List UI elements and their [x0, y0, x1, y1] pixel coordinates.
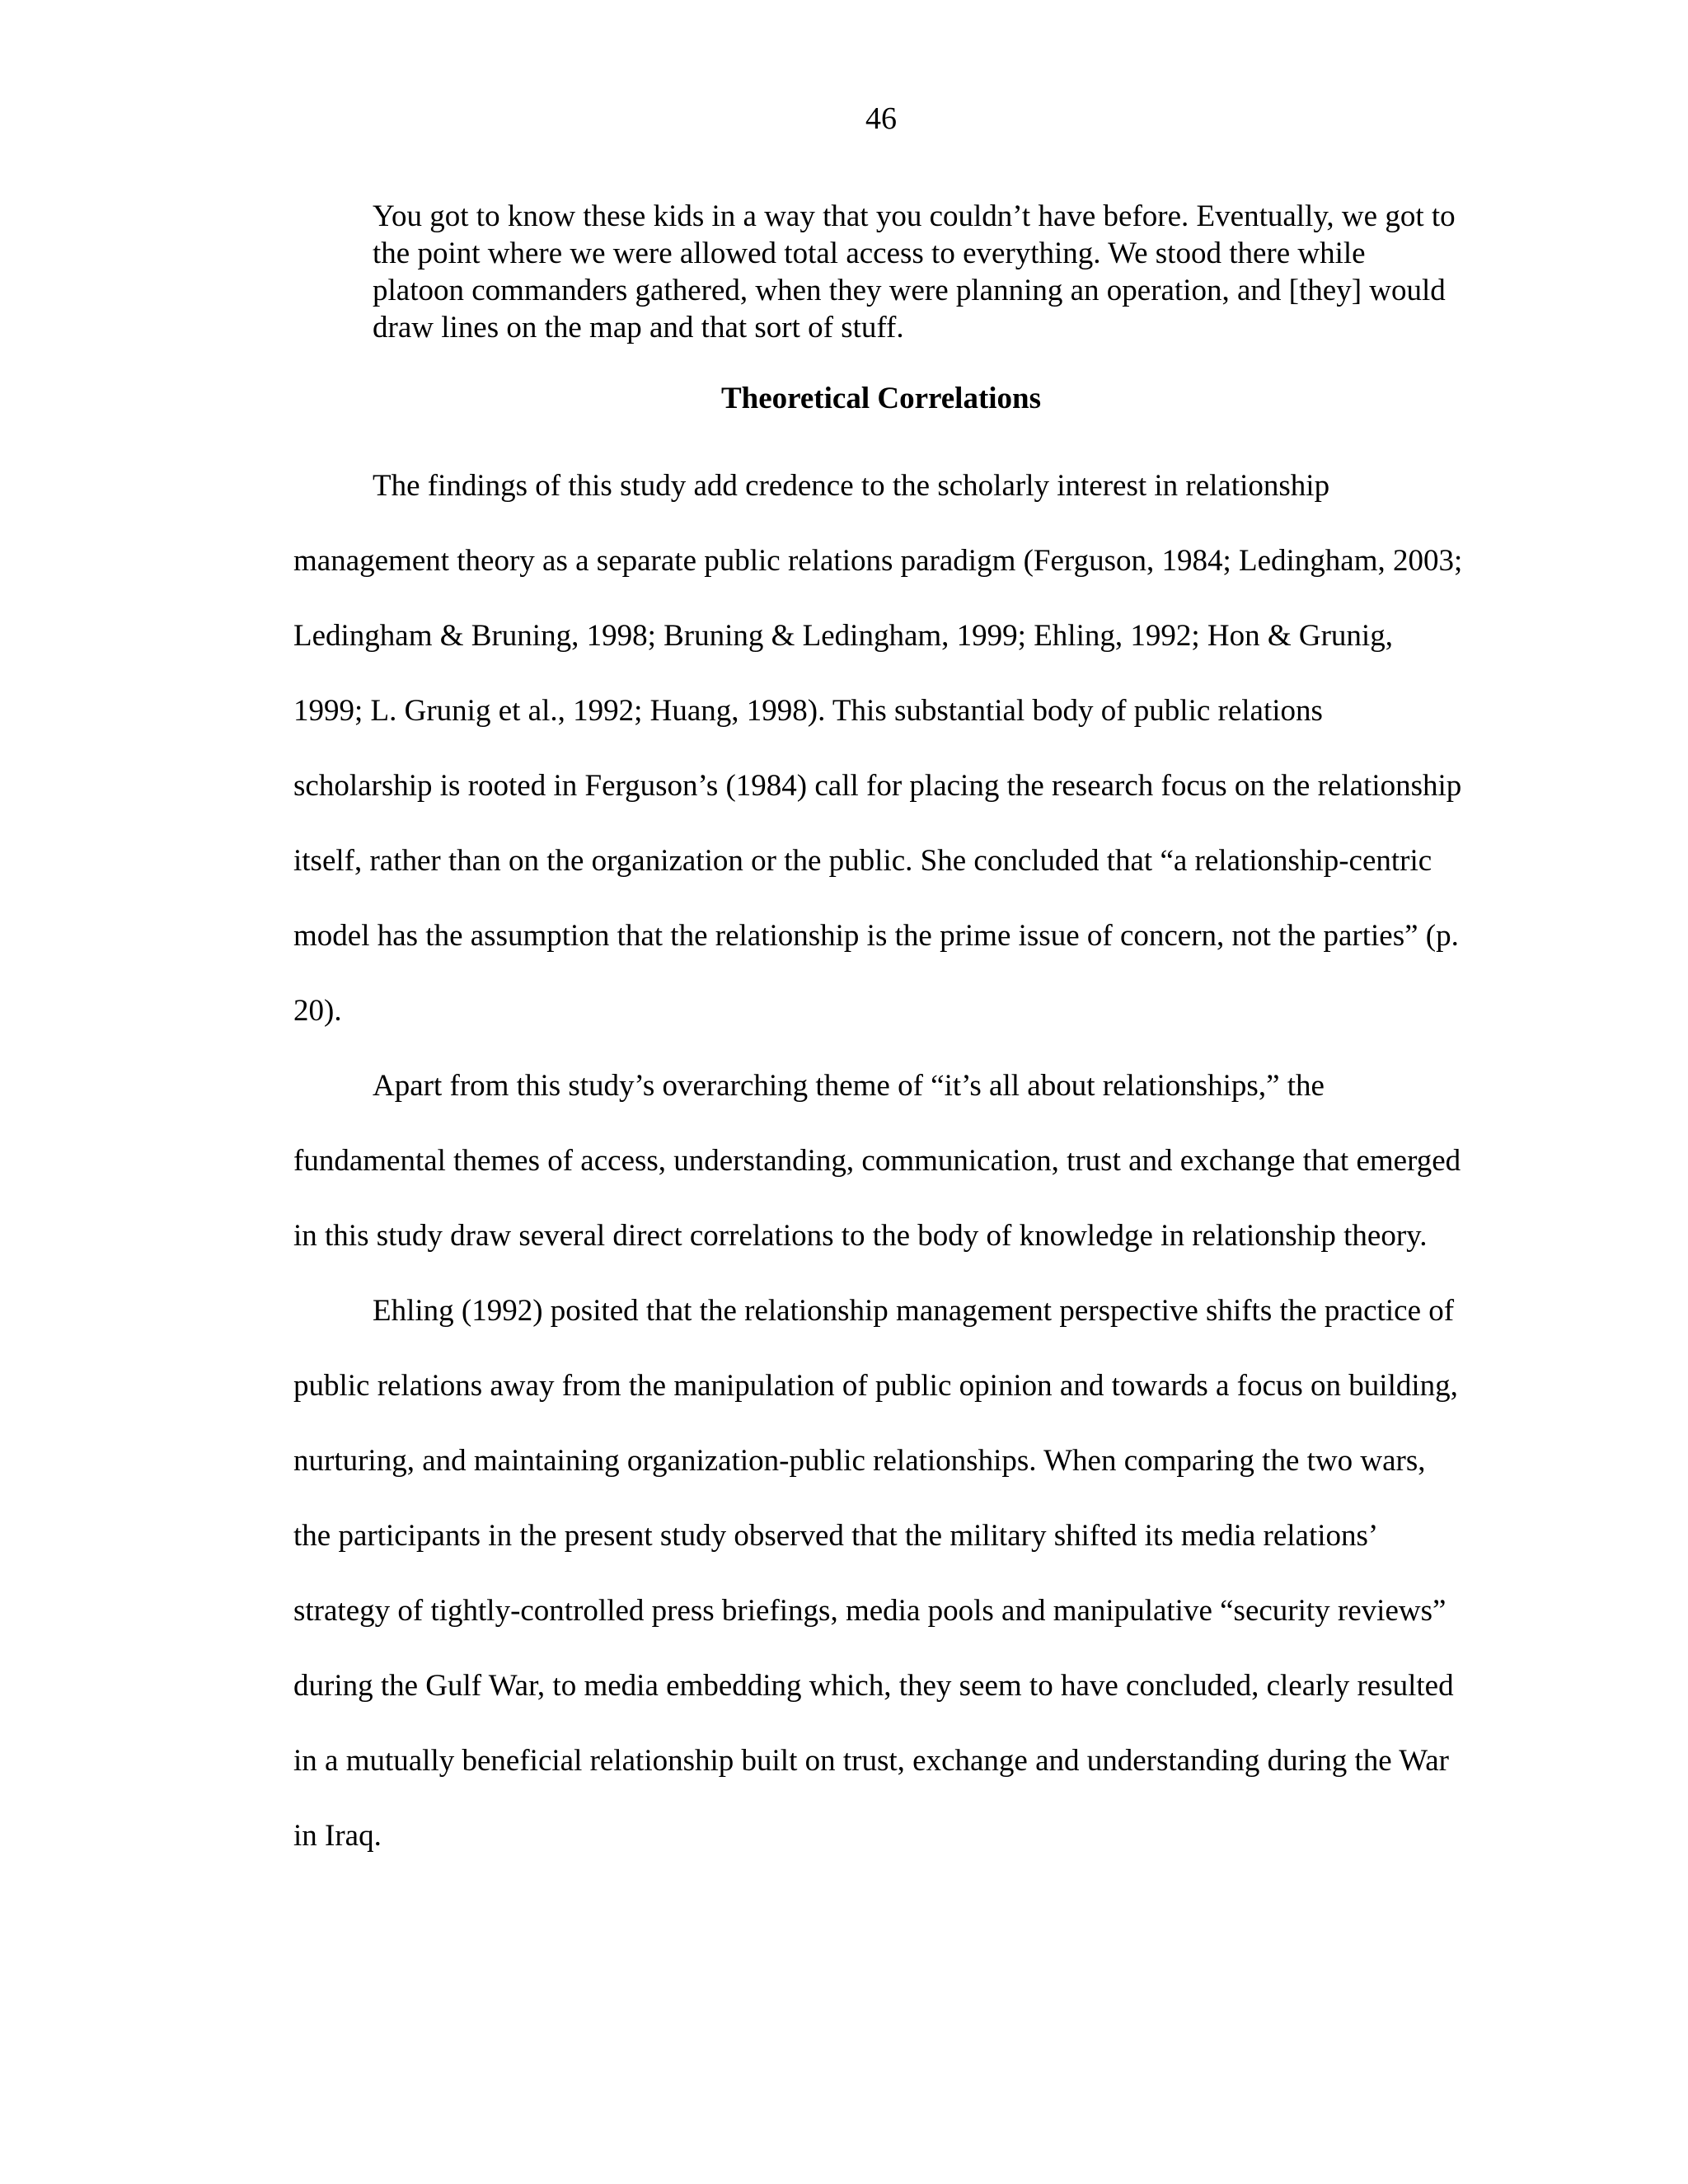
page-number: 46	[865, 101, 897, 136]
section-heading: Theoretical Correlations	[720, 382, 1042, 415]
paragraph-1: The findings of this study add credence to the scholarly interest in relationship management theory as a separate public relations paradigm (Ferguson, 1984; Ledingham, 2003; Ledingham & Bruning, 1998; Bruning & Ledingham, 1999; Ehling, 1992; Hon & Grunig, 1999; L. Grunig et al., 1992; Huang, 1998). This substantial body of public relations scholarship is rooted in Ferguson’s (1984) call for placing the research focus on the relationship itself, rather than on the organization or the public. She concluded that “a relationship-centric model has the assumption that the relationship is the prime issue of concern, not the parties” (p. 20).	[293, 469, 1463, 1028]
block-quote: You got to know these kids in a way that you couldn’t have before. Eventually, we got to the point where we were allowed total access to everything. We stood there while platoon commanders gathered, when they were planning an operation, and [they] would draw lines on the map and that sort of stuff.	[373, 199, 1456, 344]
body-text	[293, 448, 1464, 1873]
paragraph-3: Ehling (1992) posited that the relationship management perspective shifts the practice of public relations away from the manipulation of public opinion and towards a focus on building, nurturing, and maintaining organization-public relationships. When comparing the two wars, the participants in the present study observed that the military shifted its media relations’ strategy of tightly-controlled press briefings, media pools and manipulative “security reviews” during the Gulf War, to media embedding which, they seem to have concluded, clearly resulted in a mutually beneficial relationship built on trust, exchange and understanding during the War in Iraq.	[293, 1294, 1458, 1853]
paragraph-2: Apart from this study’s overarching theme of “it’s all about relationships,” the fundamental themes of access, understanding, communication, trust and exchange that emerged in this study draw several direct correlations to the body of knowledge in relationship theory.	[293, 1069, 1461, 1253]
